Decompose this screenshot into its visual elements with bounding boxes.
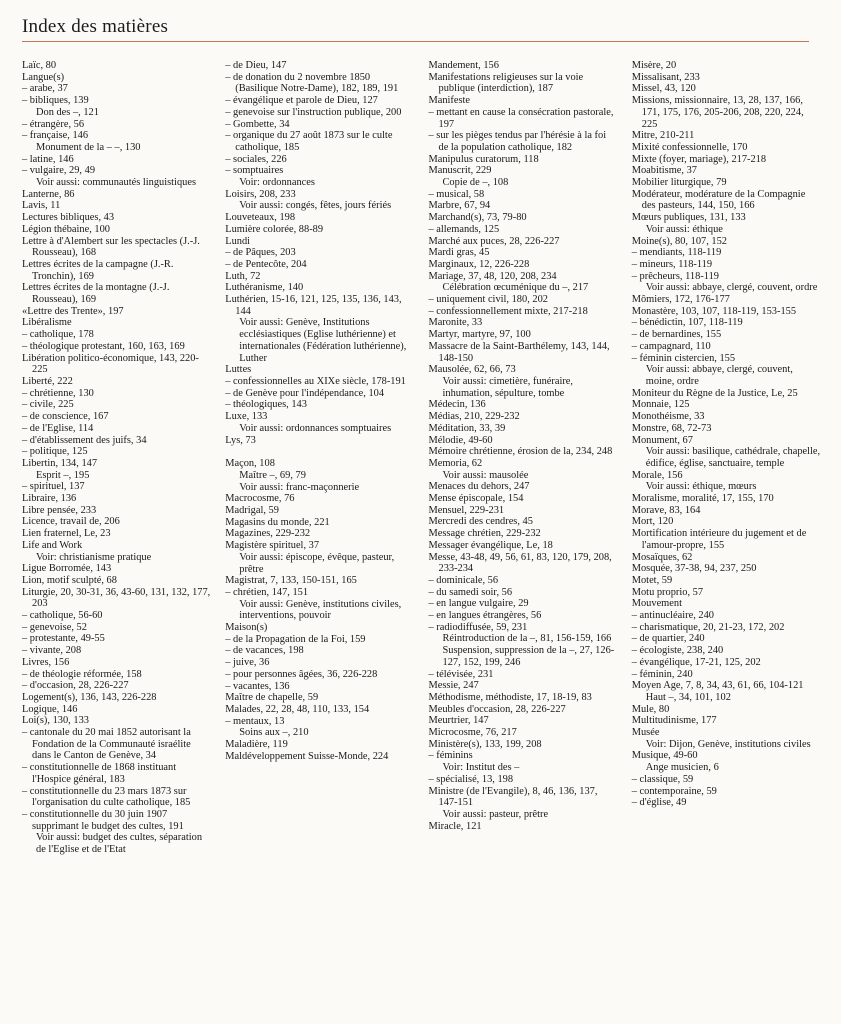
index-entry: Libraire, 136 bbox=[22, 493, 77, 505]
index-entry: Monument de la – –, 130 bbox=[36, 141, 141, 153]
index-entry: – mettant en cause la consécration pastorale, 197 bbox=[428, 106, 614, 130]
index-entry: Malades, 22, 28, 48, 110, 133, 154 bbox=[225, 703, 370, 715]
index-entry: Meubles d'occasion, 28, 226-227 bbox=[428, 703, 566, 715]
index-entry: Lettres écrites de la montagne (J.-J. Rousseau), 169 bbox=[22, 282, 170, 306]
index-entry: Menaces du dehors, 247 bbox=[428, 481, 530, 493]
index-entry: Mortification intérieure du jugement et de l'amour-propre, 155 bbox=[631, 528, 807, 551]
index-entry: Mémoire chrétienne, érosion de la, 234, 248 bbox=[428, 446, 613, 458]
index-entry: Luttes bbox=[225, 364, 252, 376]
index-entry: – civile, 225 bbox=[22, 399, 74, 411]
index-entry: Mensuel, 229-231 bbox=[428, 504, 505, 516]
index-entry: Lion, motif sculpté, 68 bbox=[22, 574, 117, 586]
index-entry: Monnaie, 125 bbox=[631, 399, 690, 411]
index-entry: Manifeste bbox=[428, 95, 471, 107]
index-entry: Livres, 156 bbox=[22, 656, 70, 668]
index-entry: – cantonale du 20 mai 1852 autorisant la Fondation de la Communauté israélite dans le Canton de Genève, 34 bbox=[22, 727, 191, 762]
index-entry: – allemands, 125 bbox=[428, 223, 500, 235]
index-entry: – spirituel, 137 bbox=[22, 481, 85, 493]
index-entry: Médecin, 136 bbox=[428, 399, 486, 411]
index-entry: Esprit –, 195 bbox=[36, 469, 90, 481]
index-entry: Manifestations religieuses sur la voie publique (interdiction), 187 bbox=[428, 71, 584, 95]
index-entry: – de donation du 2 novembre 1850 (Basilique Notre-Dame), 182, 189, 191 bbox=[225, 71, 399, 95]
index-entry: Missel, 43, 120 bbox=[631, 83, 696, 95]
index-entry: – organique du 27 août 1873 sur le culte catholique, 185 bbox=[225, 130, 393, 153]
index-entry: – sur les pièges tendus par l'hérésie à la foi de la population catholique, 182 bbox=[428, 130, 607, 153]
index-entry: – politique, 125 bbox=[22, 446, 88, 458]
index-entry: Louveteaux, 198 bbox=[225, 212, 296, 224]
index-entry: Soins aux –, 210 bbox=[239, 727, 309, 739]
index-entry: Laïc, 80 bbox=[22, 60, 57, 71]
index-entry: Maldéveloppement Suisse-Monde, 224 bbox=[225, 750, 389, 762]
index-entry: – en langues étrangères, 56 bbox=[428, 610, 542, 622]
index-entry: Multitudinisme, 177 bbox=[631, 715, 717, 727]
index-entry: – télévisée, 231 bbox=[428, 668, 494, 680]
index-entry: Célébration œcuménique du –, 217 bbox=[442, 282, 589, 294]
index-entry: Misère, 20 bbox=[631, 60, 677, 71]
index-entry: Liturgie, 20, 30-31, 36, 43-60, 131, 132, 177, 203 bbox=[22, 586, 211, 610]
index-entry: – de bernardines, 155 bbox=[631, 329, 722, 341]
index-entry: Voir aussi: congés, fêtes, jours fériés bbox=[239, 200, 392, 212]
index-entry: Lettre à d'Alembert sur les spectacles (J.-J. Rousseau), 168 bbox=[22, 235, 200, 259]
index-entry: Messie, 247 bbox=[428, 680, 479, 692]
index-entry: Monastère, 103, 107, 118-119, 153-155 bbox=[631, 305, 797, 317]
index-entry: Missions, missionnaire, 13, 28, 137, 166, 171, 175, 176, 205-206, 208, 220, 224, 225 bbox=[631, 95, 804, 130]
index-entry: – confessionnellement mixte, 217-218 bbox=[428, 305, 588, 317]
index-entry: Lettres écrites de la campagne (J.-R. Tronchin), 169 bbox=[22, 258, 174, 282]
index-entry: – mineurs, 118-119 bbox=[631, 258, 713, 270]
index-entry: Monument, 67 bbox=[631, 434, 693, 446]
index-entry: Message chrétien, 229-232 bbox=[428, 528, 541, 540]
index-entry: Voir aussi: abbaye, clergé, couvent, ordre bbox=[645, 282, 818, 294]
index-entry: – française, 146 bbox=[22, 130, 89, 142]
index-entry: Mixité confessionnelle, 170 bbox=[631, 141, 748, 153]
index-entry: – théologique protestant, 160, 163, 169 bbox=[22, 340, 185, 352]
index-entry: – mendiants, 118-119 bbox=[631, 247, 722, 259]
index-entry: – de quartier, 240 bbox=[631, 633, 705, 645]
index-entry: Luthéranisme, 140 bbox=[225, 282, 304, 294]
index-entry: – de la Propagation de la Foi, 159 bbox=[225, 633, 366, 645]
index-entry: – prêcheurs, 118-119 bbox=[631, 270, 719, 282]
index-entry: Voir aussi: Genève, Institutions ecclésiastiques (Eglise luthérienne) et internationales (Fédération luthérienne), Luther bbox=[239, 317, 407, 364]
index-entry: – étrangère, 56 bbox=[22, 118, 85, 130]
index-entry: Lavis, 11 bbox=[22, 200, 61, 212]
index-entry: – chrétienne, 130 bbox=[22, 387, 94, 399]
index-entry: Manuscrit, 229 bbox=[428, 165, 492, 177]
index-entry: Marginaux, 12, 226-228 bbox=[428, 258, 530, 270]
index-entry: Maladière, 119 bbox=[225, 739, 288, 751]
index-entry: Copie de –, 108 bbox=[442, 177, 509, 189]
index-entry: Miracle, 121 bbox=[428, 820, 482, 832]
index-entry: Lanterne, 86 bbox=[22, 188, 75, 200]
index-entry: Ministre (de l'Evangile), 8, 46, 136, 137, 147-151 bbox=[428, 785, 598, 809]
index-entry: – évangélique et parole de Dieu, 127 bbox=[225, 95, 378, 107]
index-entry: Luxe, 133 bbox=[225, 411, 268, 423]
index-entry: – Gombette, 34 bbox=[225, 118, 290, 130]
index-entry: Mense épiscopale, 154 bbox=[428, 493, 524, 505]
index-entry: Morale, 156 bbox=[631, 469, 683, 481]
index-entry: Ministère(s), 133, 199, 208 bbox=[428, 738, 542, 750]
index-entry: Life and Work bbox=[22, 539, 83, 551]
index-entry: Macrocosme, 76 bbox=[225, 493, 295, 505]
index-entry: – d'établissement des juifs, 34 bbox=[22, 434, 147, 446]
index-entry: Magazines, 229-232 bbox=[225, 528, 311, 540]
index-entry: – constitutionnelle du 30 juin 1907 supprimant le budget des cultes, 191 bbox=[22, 809, 184, 832]
index-entry: – féminin cistercien, 155 bbox=[631, 352, 736, 364]
index-entry: Voir aussi: franc-maçonnerie bbox=[239, 481, 360, 493]
index-entry: Voir: Institut des – bbox=[442, 762, 520, 774]
index-entry: – vacantes, 136 bbox=[225, 680, 290, 692]
index-entry: Voir aussi: ordonnances somptuaires bbox=[239, 422, 392, 434]
index-entry: – charismatique, 20, 21-23, 172, 202 bbox=[631, 621, 785, 633]
index-entry: – évangélique, 17-21, 125, 202 bbox=[631, 656, 761, 668]
index-entry: Voir aussi: abbaye, clergé, couvent, moine, ordre bbox=[645, 364, 793, 387]
index-entry: Mandement, 156 bbox=[428, 60, 499, 71]
index-entry: – de théologie réformée, 158 bbox=[22, 668, 142, 680]
index-entry: Ligue Borromée, 143 bbox=[22, 563, 112, 575]
index-entry: Mercredi des cendres, 45 bbox=[428, 516, 533, 528]
index-entry: Maître de chapelle, 59 bbox=[225, 692, 319, 704]
index-entry: Mouvement bbox=[631, 598, 682, 610]
index-entry: – antinucléaire, 240 bbox=[631, 610, 714, 622]
index-entry: – en langue vulgaire, 29 bbox=[428, 598, 529, 610]
index-entry: Maçon, 108 bbox=[225, 458, 275, 470]
index-entry: Voir aussi: basilique, cathédrale, chapelle, édifice, église, sanctuaire, temple bbox=[645, 446, 821, 469]
index-entry: – de vacances, 198 bbox=[225, 645, 304, 657]
index-entry: Musée bbox=[631, 727, 660, 739]
index-entry: Mômiers, 172, 176-177 bbox=[631, 294, 730, 306]
index-entry: Voir: ordonnances bbox=[239, 177, 315, 189]
index-entry: Luth, 72 bbox=[225, 270, 261, 282]
index-entry: Mosaïques, 62 bbox=[631, 551, 693, 563]
index-entry: – contemporaine, 59 bbox=[631, 785, 717, 797]
index-entry: Messager évangélique, Le, 18 bbox=[428, 539, 553, 551]
index-entry: – bibliques, 139 bbox=[22, 95, 89, 107]
index-entry: Mixte (foyer, mariage), 217-218 bbox=[631, 153, 767, 165]
index-entry: Marchand(s), 73, 79-80 bbox=[428, 212, 527, 224]
index-entry: Monothéisme, 33 bbox=[631, 411, 705, 423]
index-entry: Magistère spirituel, 37 bbox=[225, 540, 320, 552]
index-column-3 bbox=[429, 60, 618, 856]
index-column-4 bbox=[632, 60, 821, 856]
index-entry: Messe, 43-48, 49, 56, 61, 83, 120, 179, 208, 233-234 bbox=[428, 551, 612, 575]
index-entry: – juive, 36 bbox=[225, 657, 270, 669]
index-entry: – somptuaires bbox=[225, 165, 284, 177]
index-entry: – genevoise sur l'instruction publique, 200 bbox=[225, 106, 402, 118]
index-entry: – bénédictin, 107, 118-119 bbox=[631, 317, 743, 329]
index-entry: Martyr, martyre, 97, 100 bbox=[428, 329, 531, 341]
index-entry: – de Dieu, 147 bbox=[225, 60, 287, 71]
index-entry: Haut –, 34, 101, 102 bbox=[645, 691, 731, 703]
index-entry: Missalisant, 233 bbox=[631, 71, 700, 83]
index-entry: «Lettre des Trente», 197 bbox=[22, 305, 124, 317]
index-entry: Liberté, 222 bbox=[22, 375, 73, 387]
index-entry: Logique, 146 bbox=[22, 703, 78, 715]
index-entry: Logement(s), 136, 143, 226-228 bbox=[22, 691, 157, 703]
index-entry: Libération politico-économique, 143, 220-225 bbox=[22, 352, 199, 376]
index-entry: Mélodie, 49-60 bbox=[428, 434, 493, 446]
index-entry: Morave, 83, 164 bbox=[631, 504, 701, 516]
index-columns bbox=[22, 60, 821, 856]
index-entry: Voir aussi: communautés linguistiques bbox=[36, 177, 196, 189]
index-entry: – dominicale, 56 bbox=[428, 574, 499, 586]
index-entry: Mitre, 210-211 bbox=[631, 130, 695, 142]
index-entry: – uniquement civil, 180, 202 bbox=[428, 294, 548, 306]
index-entry: Marbre, 67, 94 bbox=[428, 200, 491, 212]
index-entry: Loi(s), 130, 133 bbox=[22, 715, 89, 727]
index-entry: – classique, 59 bbox=[631, 773, 694, 785]
title-rule bbox=[22, 41, 809, 42]
index-entry: – confessionnelles au XIXe siècle, 178-191 bbox=[225, 375, 406, 387]
index-entry: Voir aussi: mausolée bbox=[442, 469, 529, 481]
index-entry: Loisirs, 208, 233 bbox=[225, 188, 296, 200]
index-entry: Libertin, 134, 147 bbox=[22, 457, 98, 469]
index-entry: Voir aussi: pasteur, prêtre bbox=[442, 809, 549, 820]
index-entry: – spécialisé, 13, 198 bbox=[428, 773, 514, 785]
index-entry: Légion thébaine, 100 bbox=[22, 223, 111, 235]
index-entry: Mule, 80 bbox=[631, 703, 670, 715]
index-entry: – latine, 146 bbox=[22, 153, 74, 165]
index-entry: Suspension, suppression de la –, 27, 126-127, 152, 199, 246 bbox=[442, 645, 615, 668]
index-entry: Ange musicien, 6 bbox=[645, 762, 719, 774]
index-entry: Licence, travail de, 206 bbox=[22, 516, 120, 528]
index-entry: Luthérien, 15-16, 121, 125, 135, 136, 143, 144 bbox=[225, 294, 402, 317]
index-entry: Moralisme, moralité, 17, 155, 170 bbox=[631, 493, 774, 505]
index-entry: – pour personnes âgées, 36, 226-228 bbox=[225, 668, 378, 680]
index-entry: Magasins du monde, 221 bbox=[225, 516, 330, 528]
index-entry: Méthodisme, méthodiste, 17, 18-19, 83 bbox=[428, 691, 592, 703]
index-column-2 bbox=[225, 60, 414, 856]
index-entry: Voir: christianisme pratique bbox=[36, 551, 152, 563]
index-entry: Voir aussi: éthique, mœurs bbox=[645, 481, 757, 493]
index-entry: – radiodiffusée, 59, 231 bbox=[428, 621, 528, 633]
page-title: Index des matières bbox=[22, 16, 169, 37]
index-entry: Massacre de la Saint-Barthélemy, 143, 144, 148-150 bbox=[428, 340, 610, 364]
index-entry: Mausolée, 62, 66, 73 bbox=[428, 364, 516, 376]
index-entry: – féminins bbox=[428, 750, 473, 762]
index-entry: – campagnard, 110 bbox=[631, 340, 711, 352]
index-entry: Méditation, 33, 39 bbox=[428, 422, 506, 434]
index-entry: Voir aussi: Genève, institutions civiles, interventions, pouvoir bbox=[239, 598, 402, 622]
index-entry: Moniteur du Règne de la Justice, Le, 25 bbox=[631, 387, 798, 399]
index-entry: – constitutionnelle de 1868 instituant l'Hospice général, 183 bbox=[22, 762, 177, 785]
index-entry: Motu proprio, 57 bbox=[631, 586, 704, 598]
index-entry: Lundi bbox=[225, 235, 251, 247]
index-entry: – de l'Eglise, 114 bbox=[22, 422, 94, 434]
index-entry: – musical, 58 bbox=[428, 188, 485, 200]
index-entry: – féminin, 240 bbox=[631, 668, 693, 680]
index-entry: Mobilier liturgique, 79 bbox=[631, 177, 727, 189]
index-entry: – écologiste, 238, 240 bbox=[631, 645, 724, 657]
index-entry: – de Genève pour l'indépendance, 104 bbox=[225, 387, 385, 399]
index-entry: Mort, 120 bbox=[631, 516, 674, 528]
index-entry: Langue(s) bbox=[22, 71, 65, 83]
index-entry: Réintroduction de la –, 81, 156-159, 166 bbox=[442, 633, 612, 645]
index-entry: Voir aussi: budget des cultes, séparation de l'Eglise et de l'Etat bbox=[36, 832, 203, 856]
index-entry: Lien fraternel, Le, 23 bbox=[22, 528, 111, 540]
index-entry: Lys, 73 bbox=[225, 434, 256, 446]
index-entry: Meurtrier, 147 bbox=[428, 715, 489, 727]
index-entry: – vulgaire, 29, 49 bbox=[22, 165, 96, 177]
index-entry: Monstre, 68, 72-73 bbox=[631, 422, 712, 434]
index-entry: Voir aussi: éthique bbox=[645, 223, 723, 235]
index-entry: – vivante, 208 bbox=[22, 645, 82, 657]
index-entry: – d'occasion, 28, 226-227 bbox=[22, 680, 129, 692]
index-entry: Maronite, 33 bbox=[428, 317, 483, 329]
index-entry: – théologiques, 143 bbox=[225, 399, 307, 411]
index-entry: Musique, 49-60 bbox=[631, 750, 698, 762]
index-entry: Maison(s) bbox=[225, 622, 268, 634]
index-entry: Voir aussi: épiscope, évêque, pasteur, prêtre bbox=[239, 551, 395, 575]
index-entry: Moabitisme, 37 bbox=[631, 165, 697, 177]
index-entry: – chrétien, 147, 151 bbox=[225, 586, 309, 598]
index-entry: Maître –, 69, 79 bbox=[239, 469, 306, 481]
index-entry: Moyen Age, 7, 8, 34, 43, 61, 66, 104-121 bbox=[631, 680, 804, 692]
index-entry: Voir aussi: cimetière, funéraire, inhumation, sépulture, tombe bbox=[442, 375, 574, 399]
index-entry: – sociales, 226 bbox=[225, 153, 287, 165]
index-entry: – de Pâques, 203 bbox=[225, 247, 296, 259]
index-entry: – constitutionnelle du 23 mars 1873 sur l'organisation du culte catholique, 185 bbox=[22, 785, 191, 809]
index-entry: – du samedi soir, 56 bbox=[428, 586, 513, 598]
index-column-1 bbox=[22, 60, 211, 856]
index-entry: Libéralisme bbox=[22, 317, 72, 329]
index-entry: Libre pensée, 233 bbox=[22, 504, 97, 516]
index-entry: Lumière colorée, 88-89 bbox=[225, 223, 324, 235]
index-entry: Voir: Dijon, Genève, institutions civiles bbox=[645, 738, 811, 750]
index-entry: – catholique, 178 bbox=[22, 329, 94, 341]
index-entry: Modérateur, modérature de la Compagnie des pasteurs, 144, 150, 166 bbox=[631, 188, 806, 212]
index-entry: Magistrat, 7, 133, 150-151, 165 bbox=[225, 575, 357, 587]
index-entry: – catholique, 56-60 bbox=[22, 610, 103, 622]
index-entry: Motet, 59 bbox=[631, 574, 673, 586]
index-entry: Lectures bibliques, 43 bbox=[22, 212, 115, 224]
index-entry: – protestante, 49-55 bbox=[22, 633, 105, 645]
index-entry: Memoria, 62 bbox=[428, 457, 483, 469]
index-entry: – mentaux, 13 bbox=[225, 715, 285, 727]
index-entry: Médias, 210, 229-232 bbox=[428, 411, 520, 423]
index-entry: – genevoise, 52 bbox=[22, 621, 87, 633]
index-entry: Microcosme, 76, 217 bbox=[428, 727, 517, 739]
index-entry: – d'église, 49 bbox=[631, 797, 687, 809]
index-entry: Moine(s), 80, 107, 152 bbox=[631, 235, 727, 247]
index-entry: Mariage, 37, 48, 120, 208, 234 bbox=[428, 270, 557, 282]
index-entry: Mœurs publiques, 131, 133 bbox=[631, 212, 746, 224]
index-entry: – arabe, 37 bbox=[22, 83, 68, 95]
index-entry: Manipulus curatorum, 118 bbox=[428, 153, 539, 165]
index-entry: – de conscience, 167 bbox=[22, 411, 109, 423]
index-entry: Don des –, 121 bbox=[36, 106, 99, 118]
index-entry: Mardi gras, 45 bbox=[428, 247, 490, 259]
index-entry: – de Pentecôte, 204 bbox=[225, 258, 307, 270]
index-entry: Mosquée, 37-38, 94, 237, 250 bbox=[631, 563, 757, 575]
index-entry: Madrigal, 59 bbox=[225, 505, 279, 517]
index-entry: Marché aux puces, 28, 226-227 bbox=[428, 235, 560, 247]
